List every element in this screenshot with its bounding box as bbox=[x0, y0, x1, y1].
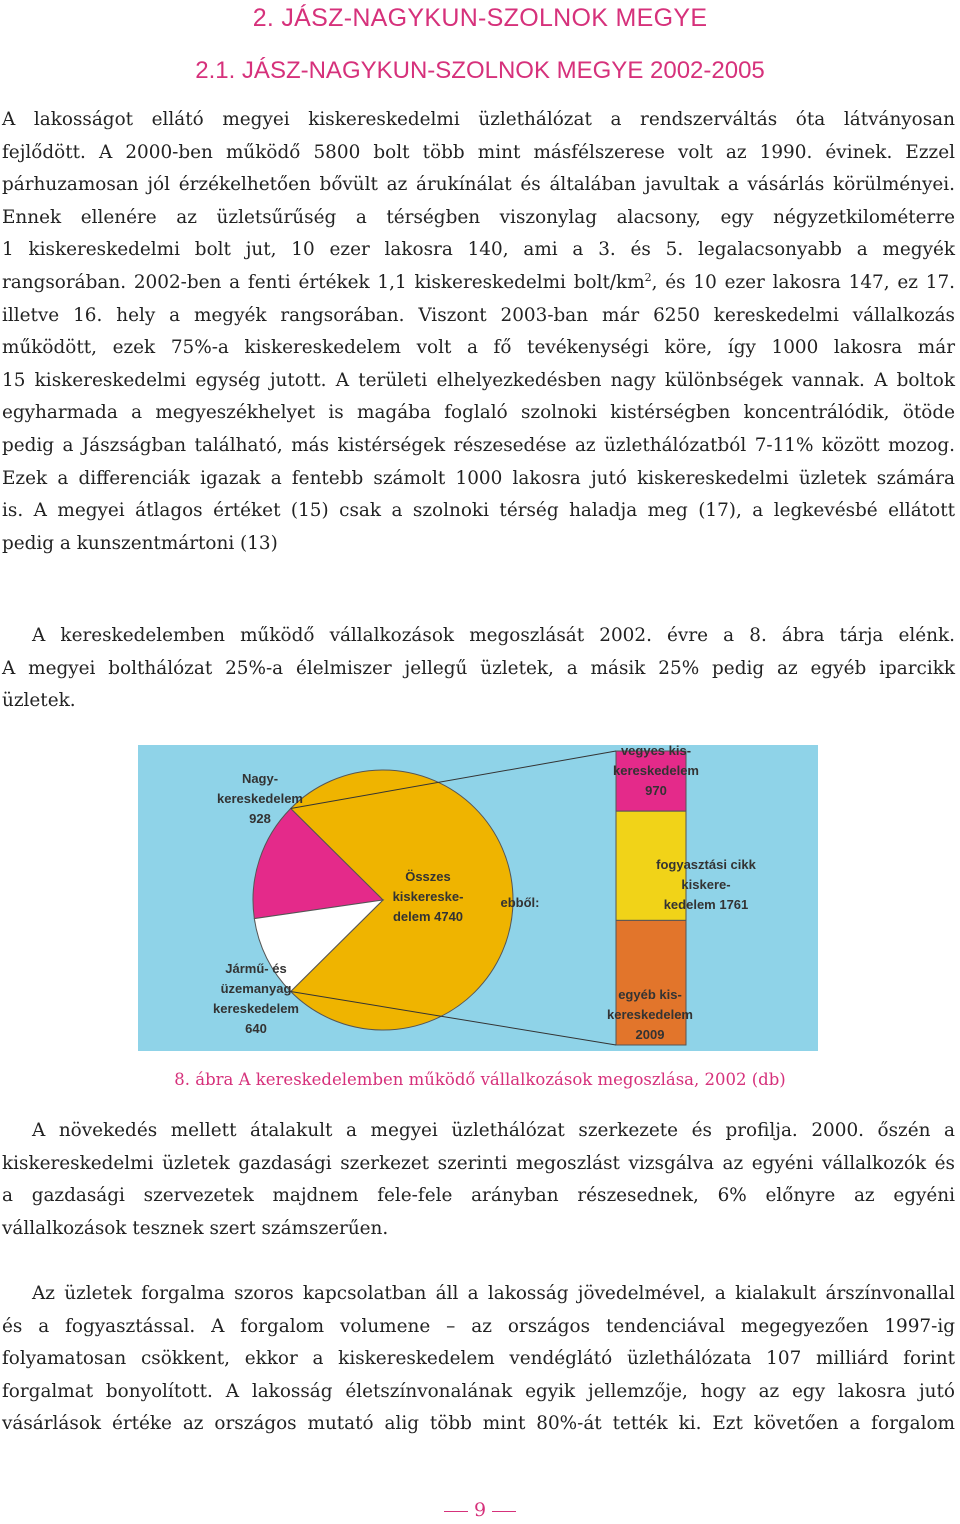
text-line: Az üzletek forgalma szoros kapcsolatban áll a lakosság jövedelmével, a kialakult árszínvonallal bbox=[32, 1283, 955, 1304]
text-line: és a fogyasztással. A forgalom volumene – az országos tendenciával megegyezően 1997-ig bbox=[2, 1315, 955, 1337]
paragraph-2 bbox=[2, 620, 955, 718]
label-vegyes-line: 970 bbox=[645, 783, 667, 798]
pie bbox=[253, 770, 513, 1030]
chapter-heading: 2. JÁSZ-NAGYKUN-SZOLNOK MEGYE bbox=[252, 4, 708, 32]
label-osszes-kiskereskedelem-line: delem 4740 bbox=[392, 909, 464, 924]
label-jarmu-kereskedelem-line: Jármű- és bbox=[225, 961, 287, 976]
text-line: párhuzamosan jól érzékelhetően bővült az árukínálat és általában javultak a vásárlás körülményei. bbox=[2, 174, 955, 196]
dash-right bbox=[492, 1511, 516, 1512]
text-line: üzletek. bbox=[2, 690, 76, 712]
page-number-text: 9 bbox=[473, 1499, 487, 1521]
text-line: 1 kiskereskedelmi bolt jut, 10 ezer lakosra 140, ami a 3. és 5. legalacsonyabb a megyék bbox=[2, 239, 955, 261]
label-osszes-kiskereskedelem-line: Összes bbox=[405, 869, 451, 884]
figure-caption: 8. ábra A kereskedelemben működő vállalkozások megoszlása, 2002 (db) bbox=[174, 1070, 786, 1089]
label-osszes-kiskereskedelem-line: kiskereske- bbox=[392, 889, 464, 904]
text-line: A lakosságot ellátó megyei kiskereskedelmi üzlethálózat a rendszerváltás óta látványosan bbox=[2, 109, 955, 130]
paragraph-4 bbox=[2, 1278, 955, 1441]
label-vegyes-line: vegyes kis- bbox=[620, 745, 692, 758]
text-line: kiskereskedelmi üzletek gazdasági szerkezet szerinti megoszlást vizsgálva az egyéni vállalkozók és bbox=[2, 1152, 955, 1174]
text-line: vállalkozások tesznek szert számszerűen. bbox=[2, 1217, 389, 1239]
label-ebbol-line: ebből: bbox=[500, 895, 540, 910]
text-fragment: , és 10 ezer lakosra 147, ez 17. bbox=[651, 271, 956, 293]
label-egyeb-line: kereskedelem bbox=[606, 1007, 694, 1022]
label-jarmu-kereskedelem-line: kereskedelem bbox=[212, 1001, 300, 1016]
label-fogyasztasi-line: fogyasztási cikk bbox=[656, 857, 756, 872]
text-line: működött, ezek 75%-a kiskereskedelem volt a fő tevékenységi köre, így 1000 lakosra már bbox=[2, 337, 955, 359]
label-nagykereskedelem-line: 928 bbox=[249, 811, 271, 826]
text-line: pedig a Jászságban található, más kistérségek részesedése az üzlethálózatból 7-11% között mozog. bbox=[2, 434, 955, 456]
text-line: folyamatosan csökkent, ekkor a kiskereskedelem vendéglátó üzlethálózata 107 milliárd forint bbox=[2, 1348, 955, 1370]
label-egyeb-line: 2009 bbox=[635, 1027, 665, 1042]
text-line: 15 kiskereskedelmi egység jutott. A területi elhelyezkedésben nagy különbségek vannak. A boltok bbox=[2, 369, 955, 391]
text-line: fejlődött. A 2000-ben működő 5800 bolt több mint másfélszerese volt az 1990. évinek. Ezzel bbox=[2, 141, 955, 163]
text-line: is. A megyei átlagos értéket (15) csak a szolnoki térség haladja meg (17), a legkevésbé ellátott bbox=[2, 500, 955, 522]
label-nagykereskedelem-line: Nagy- bbox=[241, 771, 279, 786]
text-line: illetve 16. hely a megyék rangsorában. Viszont 2003-ban már 6250 kereskedelmi vállalkozás bbox=[2, 304, 955, 326]
text-line: pedig a kunszentmártoni (13) bbox=[2, 532, 278, 554]
label-nagykereskedelem-line: kereskedelem bbox=[216, 791, 304, 806]
text-line: egyharmada a megyeszékhelyet is magába foglaló szolnoki kistérségben koncentrálódik, ötöde bbox=[2, 402, 955, 424]
label-fogyasztasi-line: kiskere- bbox=[681, 877, 731, 892]
text-line: A megyei bolthálózat 25%-a élelmiszer jellegű üzletek, a másik 25% pedig az egyéb iparcikk bbox=[2, 657, 955, 679]
text-line: vásárlások értéke az országos mutató alig több mint 80%-át tették ki. Ezt követően a forgalom bbox=[2, 1413, 955, 1435]
bar-segment-vegyes bbox=[616, 751, 686, 811]
label-fogyasztasi-line: kedelem 1761 bbox=[663, 897, 749, 912]
text-fragment: rangsorában. 2002-ben a fenti értékek 1,1 kiskereskedelmi bolt/km bbox=[2, 271, 645, 293]
dash-left bbox=[444, 1511, 468, 1512]
text-line bbox=[2, 267, 955, 300]
text-line: A kereskedelemben működő vállalkozások megoszlását 2002. évre a 8. ábra tárja elénk. bbox=[32, 625, 955, 646]
text-line: A növekedés mellett átalakult a megyei üzlethálózat szerkezete és profilja. 2000. őszén a bbox=[32, 1120, 955, 1141]
paragraph-3 bbox=[2, 1115, 955, 1245]
text-line: forgalmat bonyolított. A lakosság életszínvonalának egyik jellemzője, hogy az egy lakosra jutó bbox=[2, 1380, 955, 1402]
text-line: Ezek a differenciák igazak a fentebb számolt 1000 lakosra jutó kiskereskedelmi üzletek számára bbox=[2, 467, 955, 489]
label-jarmu-kereskedelem-line: üzemanyag bbox=[220, 981, 292, 996]
paragraph-1 bbox=[2, 104, 955, 560]
label-vegyes-line: kereskedelem bbox=[612, 763, 700, 778]
section-heading: 2.1. JÁSZ-NAGYKUN-SZOLNOK MEGYE 2002-2005 bbox=[195, 57, 765, 84]
label-jarmu-kereskedelem-line: 640 bbox=[245, 1021, 267, 1036]
label-egyeb-line: egyéb kis- bbox=[618, 987, 682, 1002]
superscript: 2 bbox=[644, 270, 652, 284]
text-line: a gazdasági szervezetek majdnem fele-fele arányban részesednek, 6% előnyre az egyéni bbox=[2, 1185, 955, 1207]
label-ebbol bbox=[501, 895, 540, 910]
page-number bbox=[0, 1499, 960, 1521]
text-line: Ennek ellenére az üzletsűrűség a térségben viszonylag alacsony, egy négyzetkilométerre bbox=[2, 206, 955, 228]
pie-chart-figure bbox=[138, 745, 818, 1051]
